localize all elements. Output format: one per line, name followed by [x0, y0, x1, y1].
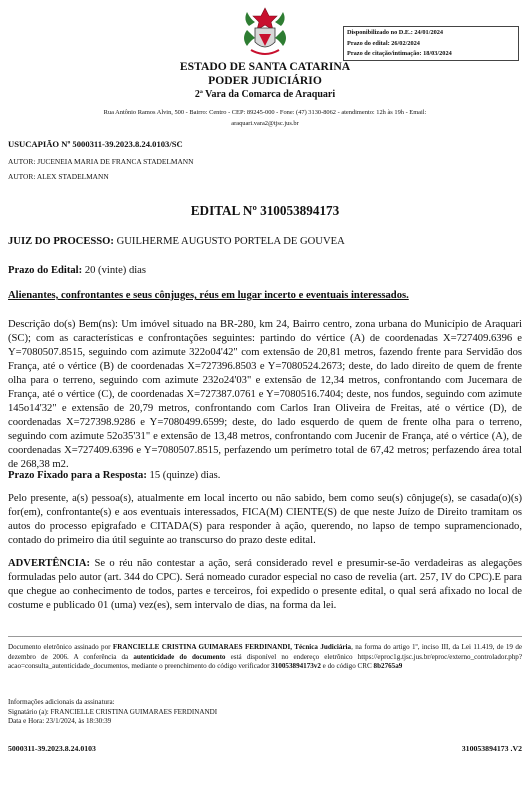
- crc-code: 8b2765a9: [373, 662, 403, 670]
- edital-title: EDITAL Nº 310053894173: [190, 203, 340, 218]
- response-deadline: [8, 469, 522, 483]
- publication-dates-box: [343, 26, 519, 61]
- signature-info-date: Data e Hora: 23/1/2024, às 18:30:39: [8, 717, 112, 725]
- signature-info-title: Informações adicionais da assinatura:: [8, 698, 115, 706]
- court-address: [55, 108, 475, 129]
- signature-info-signer: Signatário (a): FRANCIELLE CRISTINA GUIMARAES FERDINANDI: [8, 707, 218, 716]
- citation-paragraph: Pelo presente, a(s) pessoa(s), atualmente em local incerto ou não sabido, bem como seu(s) cônjuge(s), se casada(o)(s) for(em), confrontante(s) e aos eventuais interessados, FICA(M) CIENTE(S) de que neste Juízo de Direito tramitam os autos do processo epigrafado e CITADA(S) para responder à ação, querendo, no lapso de tempo supramencionado, contado do primeiro dia útil seguinte ao transcurso do prazo deste edital.: [8, 493, 522, 546]
- signer-name: FRANCIELLE CRISTINA GUIMARAES FERDINANDI, Técnica Judiciária: [112, 643, 352, 651]
- citation-deadline-line: Prazo de citação/intimação: 18/03/2024: [347, 50, 452, 58]
- signature-text-2: , na forma do artigo 1º, inciso III, da Lei 11.419, de 19 de dezembro de 2006. A conferência da: [8, 643, 523, 661]
- author-2: AUTOR: ALEX STADELMANN: [8, 172, 109, 181]
- state-name: ESTADO DE SANTA CATARINA: [179, 60, 351, 73]
- edital-deadline: [8, 264, 522, 278]
- footer-process-number: 5000311-39.2023.8.24.0103: [8, 744, 96, 753]
- warning-label: ADVERTÊNCIA:: [8, 558, 91, 569]
- case-number: USUCAPIÃO Nº 5000311-39.2023.8.24.0103/SC: [8, 139, 183, 149]
- publication-date-line: Disponibilizado no D.E.: 24/01/2024: [347, 29, 444, 36]
- judge-name: GUILHERME AUGUSTO PORTELA DE GOUVEA: [116, 236, 345, 247]
- signature-text-1: Documento eletrônico assinado por: [8, 643, 111, 651]
- verification-code: 310053894173v2: [271, 662, 321, 670]
- signature-notice: [8, 643, 522, 672]
- santa-catarina-coat-of-arms-icon: [241, 6, 289, 58]
- judge-label: JUIZ DO PROCESSO:: [8, 236, 114, 247]
- warning-paragraph: [8, 557, 522, 613]
- court-email: araquari.vara2@tjsc.jus.br: [231, 119, 299, 127]
- author-1: AUTOR: JUCENEIA MARIA DE FRANCA STADELMANN: [8, 157, 194, 166]
- response-deadline-value: 15 (quinze) dias.: [149, 470, 221, 481]
- signature-text-3: está disponível no endereço eletrônico https://eproc1g.tjsc.jus.br/eproc/externo_controlador.php?acao=consulta_autenticidade_documentos, mediante o preenchimento do código verificador: [8, 652, 522, 670]
- judge-line: [8, 235, 522, 249]
- signature-info: [8, 698, 522, 727]
- edital-deadline-line: Prazo do edital: 26/02/2024: [347, 39, 420, 47]
- footer-divider: [8, 636, 522, 637]
- footer-document-number: 310053894173 .V2: [461, 744, 522, 753]
- signature-text-4: e do código CRC: [322, 662, 372, 670]
- court-name: 2ª Vara da Comarca de Araquari: [194, 89, 336, 100]
- judiciary-power: PODER JUDICIÁRIO: [208, 74, 322, 87]
- warning-text: Se o réu não contestar a ação, será considerado revel e presumir-se-ão verdadeiras as alegações formuladas pelo autor (art. 344 do CPC). Será nomeado curador especial no caso de revelia (art. 257, IV do CPC).E para que chegue ao conhecimento de todos, partes e terceiros, foi expedido o presente edital, o qual será afixado no local de costume e publicado 01 (uma) vez(es), sem intervalo de dias, na forma da lei.: [8, 558, 522, 611]
- edital-deadline-label: Prazo do Edital:: [8, 265, 83, 276]
- property-description: Descrição do(s) Bem(ns): Um imóvel situado na BR-280, km 24, Bairro centro, zona urbana do Município de Araquari (SC); com as características e confrontações seguintes: partindo do vértice (A) de coordenadas X=727409.6396 e Y=7080507.8515, seguindo com azimute 322o04'42" com extensão de 20,81 metros, fazendo frente para Servidão dos França, até o vértice (B) de coordenadas X=727396.8503 e Y=7080524.2673; deste, do lado direito de quem de frente olha para o terreno, seguindo com azimute 232o24'03" e extensão de 12,34 metros, confrontando com Jucemara de França, até o vértice (C), de coordenadas X=727387.0761 e Y=7080516.7404; deste, nos fundos, seguindo com azimute 145o14'32" e extensão de 20,79 metros, confrontando com Carlos Iran Oliveira de Freitas, até o vértice (D), de coordenadas X=727398.9286 e Y=7080499.6599; deste, do lado esquerdo de quem de frente olha para o terreno, seguindo com azimute 52o35'31" e extensão de 13,48 metros, confrontando com Jucenir de França, até o vértice (A), de coordenadas X=727409.6396 e Y=7080507.8515, perfazendo um perímetro total de 67,42 metros; perfazendo área total de 268,38 m2.: [8, 319, 522, 470]
- edital-deadline-value: 20 (vinte) dias: [84, 265, 147, 276]
- authenticity-label: autenticidade do documento: [133, 652, 226, 661]
- court-address-line: Rua Antônio Ramos Alvin, 500 - Bairro: Centro - CEP: 89245-000 - Fone: (47) 3130-8062 - atendimento: 12h às 19h - Email:: [103, 109, 427, 116]
- response-deadline-label: Prazo Fixado para a Resposta:: [8, 470, 147, 481]
- edital-subject: Alienantes, confrontantes e seus cônjuges, réus em lugar incerto e eventuais interessados.: [8, 290, 409, 301]
